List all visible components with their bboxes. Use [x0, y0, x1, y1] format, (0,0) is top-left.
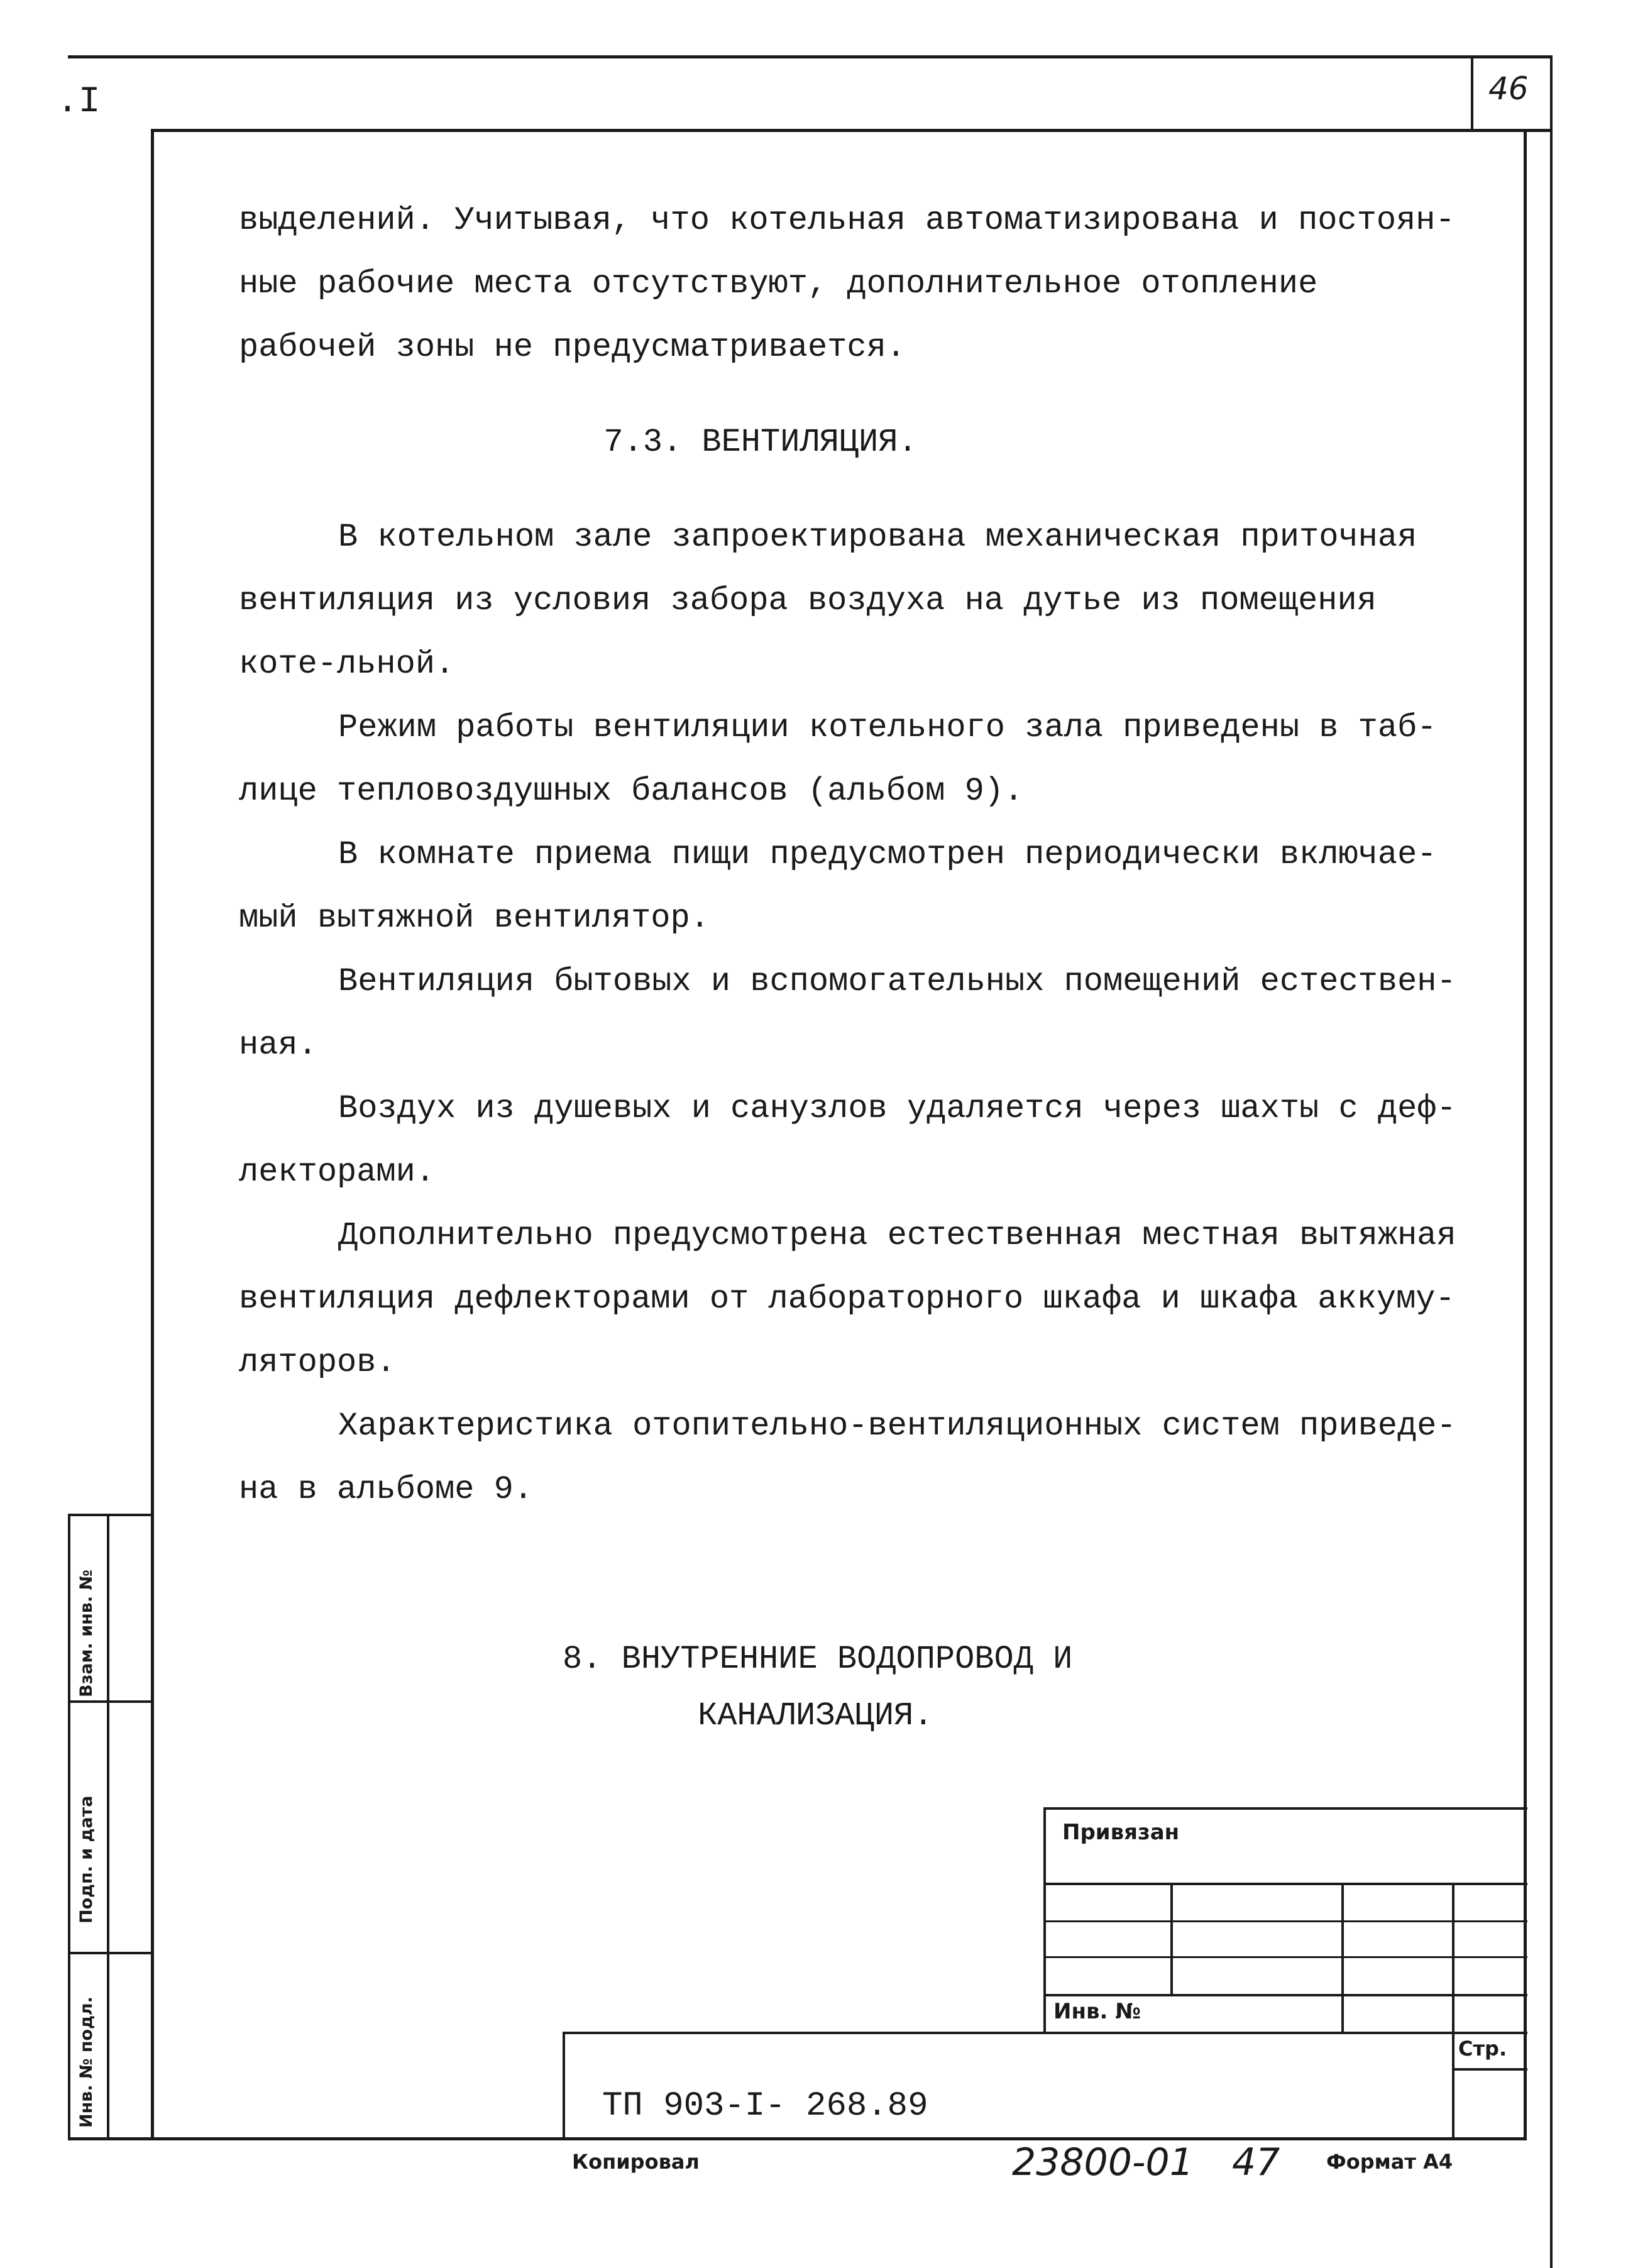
frame-bottom: [68, 2137, 1526, 2140]
sheet-number: 46: [1488, 70, 1529, 107]
order-number: 23800-01: [1012, 2140, 1194, 2184]
tb-col2: [1341, 1883, 1344, 2034]
frame-right-outer: [1550, 55, 1553, 2268]
tb-col1: [1170, 1883, 1173, 1996]
tb-row1: [1043, 1883, 1527, 1885]
paragraph: Воздух из душевых и санузлов удаляется через шахты с деф-лекторами.: [239, 1090, 1456, 1191]
paragraph: В котельном зале запроектирована механическая приточная вентиляция из условия забора воздуха на дутье из помещения коте-льной.: [239, 519, 1417, 683]
side-stamp-div1: [68, 1700, 153, 1703]
paragraph: выделений. Учитывая, что котельная автоматизирована и постоян-ные рабочие места отсутствуют, дополнительное отопление рабочей зоны не предусматривается.: [239, 202, 1455, 366]
tb-lower-top: [563, 2032, 1527, 2034]
stamp-label-podp: Подп. и дата: [77, 1795, 96, 1924]
kopiroval-label: Копировал: [572, 2150, 700, 2174]
tb-row3: [1043, 1956, 1527, 1958]
paragraph: В комнате приема пищи предусмотрен периодически включае-мый вытяжной вентилятор.: [239, 836, 1437, 937]
sheet-number-box-left: [1471, 55, 1473, 129]
corner-mark: .I: [57, 82, 101, 123]
document-code: ТП 903-I- 268.89: [602, 2087, 928, 2125]
str-label: Стр.: [1458, 2037, 1507, 2061]
tb-upper-top: [1043, 1807, 1527, 1810]
tb-str-divider: [1452, 2068, 1527, 2071]
paragraph: Режим работы вентиляции котельного зала приведены в таб-лице тепловоздушных балансов (альбом 9).: [239, 709, 1437, 810]
top-border: [68, 55, 1551, 58]
stamp-label-vzam: Взам. инв. №: [77, 1569, 96, 1697]
section-heading-line2: КАНАЛИЗАЦИЯ.: [698, 1697, 933, 1734]
paragraph: Вентиляция бытовых и вспомогательных помещений естествен-ная.: [239, 963, 1456, 1064]
document-body: [239, 189, 1471, 1521]
paragraph: Дополнительно предусмотрена естественная местная вытяжная вентиляция дефлекторами от лабораторного шкафа и шкафа аккуму-ляторов.: [239, 1217, 1456, 1381]
frame-left: [151, 129, 154, 2140]
tb-row4: [1043, 1994, 1527, 1996]
privyazan-label: Привязан: [1062, 1820, 1180, 1845]
frame-right: [1524, 129, 1527, 2140]
frame-top: [151, 129, 1551, 132]
paragraph: Характеристика отопительно-вентиляционных систем приведе-на в альбоме 9.: [239, 1407, 1456, 1508]
inv-no-label: Инв. №: [1053, 1999, 1141, 2024]
side-stamp-div2: [68, 1952, 153, 1954]
tb-lower-left: [563, 2032, 565, 2140]
copy-number: 47: [1232, 2140, 1280, 2184]
side-stamp-top: [68, 1514, 153, 1516]
format-label: Формат А4: [1326, 2150, 1453, 2174]
section-heading: 7.3. ВЕНТИЛЯЦИЯ.: [603, 424, 918, 461]
side-stamp-left: [68, 1514, 70, 2140]
stamp-label-inv: Инв. № подл.: [77, 1996, 96, 2128]
tb-col3: [1452, 1883, 1454, 2140]
side-stamp-inner: [107, 1514, 109, 2140]
section-heading-line1: 8. ВНУТРЕННИЕ ВОДОПРОВОД И: [563, 1641, 1073, 1678]
tb-row2: [1043, 1920, 1527, 1922]
